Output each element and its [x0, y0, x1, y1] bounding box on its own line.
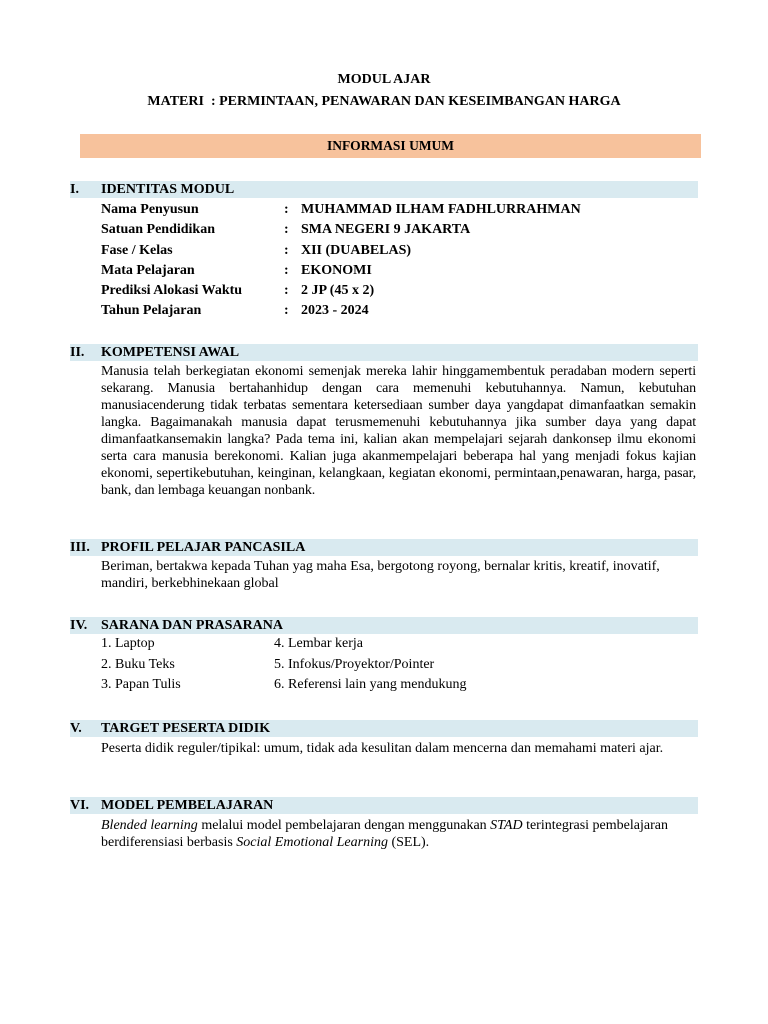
- facility-item: 6. Referensi lain yang mendukung: [274, 677, 467, 692]
- info-umum-banner: INFORMASI UMUM: [80, 134, 701, 158]
- section-model-pembelajaran: [70, 797, 698, 851]
- section-title: KOMPETENSI AWAL: [101, 345, 240, 360]
- list-item: [101, 655, 696, 676]
- document-header: [0, 70, 768, 112]
- section-number: VI.: [70, 798, 90, 813]
- facility-item: 3. Papan Tulis: [101, 677, 181, 692]
- section-header: [70, 617, 698, 634]
- identity-label: Tahun Pelajaran: [101, 303, 202, 319]
- identity-row: [101, 241, 696, 261]
- identity-label: Mata Pelajaran: [101, 262, 195, 278]
- section-target-peserta: [70, 720, 698, 757]
- emphasis-text: STAD: [490, 818, 523, 833]
- identity-label: Nama Penyusun: [101, 202, 199, 217]
- identity-row: [101, 200, 696, 220]
- document-title: MODUL AJAR: [337, 72, 431, 87]
- body-text: (SEL).: [387, 835, 430, 850]
- section-paragraph: [101, 817, 696, 851]
- emphasis-text: Social Emotional Learning: [236, 835, 388, 850]
- section-header: [70, 797, 698, 814]
- identity-colon: :: [284, 303, 289, 319]
- list-item: [101, 634, 696, 655]
- section-sarana-prasarana: [70, 617, 698, 696]
- section-title: IDENTITAS MODUL: [101, 182, 235, 197]
- identity-label: Satuan Pendidikan: [101, 222, 215, 238]
- document-subtitle: MATERI : PERMINTAAN, PENAWARAN DAN KESEIMBANGAN HARGA: [147, 94, 621, 109]
- body-text: melalui model pembelajaran dengan menggunakan: [197, 818, 491, 833]
- identity-row: [101, 281, 696, 301]
- identity-colon: :: [284, 283, 289, 299]
- section-number: II.: [70, 345, 85, 360]
- section-header: [70, 181, 698, 198]
- section-number: III.: [70, 540, 90, 555]
- section-paragraph: Beriman, bertakwa kepada Tuhan yag maha Esa, bergotong royong, bernalar kritis, kreatif, inovatif, mandiri, berkebhinekaan global: [101, 559, 660, 591]
- identity-value: SMA NEGERI 9 JAKARTA: [301, 222, 471, 238]
- identity-value: MUHAMMAD ILHAM FADHLURRAHMAN: [301, 202, 581, 217]
- identity-row: [101, 261, 696, 281]
- section-header: [70, 344, 698, 361]
- section-title: TARGET PESERTA DIDIK: [101, 721, 271, 736]
- section-kompetensi-awal: [70, 344, 698, 499]
- section-title: MODEL PEMBELAJARAN: [101, 798, 274, 813]
- facility-list: [101, 634, 696, 696]
- section-header: [70, 720, 698, 737]
- section-header: [70, 539, 698, 556]
- facility-item: 1. Laptop: [101, 636, 155, 651]
- section-paragraph: Peserta didik reguler/tipikal: umum, tidak ada kesulitan dalam mencerna dan memahami materi ajar.: [101, 741, 664, 756]
- section-number: IV.: [70, 618, 88, 633]
- identity-row: [101, 220, 696, 240]
- facility-item: 4. Lembar kerja: [274, 636, 364, 651]
- emphasis-text: Blended learning: [101, 818, 198, 833]
- section-paragraph: Manusia telah berkegiatan ekonomi semenjak mereka lahir hinggamembentuk peradaban modern seperti sekarang. Manusia bertahanhidup dengan cara memenuhi kebutuhannya. Namun, kebutuhan manusiacenderung tidak terbatas sementara ketersediaan sumber daya yangdapat dimanfaatkan semakin langka. Bagaimanakah manusia dapat terusmemenuhi kebutuhannya jika sumber daya yang dapat dimanfaatkansemakin langka? Pada tema ini, kalian akan mempelajari sejarah dankonsep ilmu ekonomi serta cara manusia berekonomi. Kalian juga akanmempelajari beberapa hal yang menjadi fokus kajian ekonomi, sepertikebutuhan, keinginan, kelangkaan, kegiatan ekonomi, permintaan,penawaran, harga, pasar, bank, dan lembaga keuangan nonbank.: [101, 364, 696, 498]
- identity-value: 2 JP (45 x 2): [301, 283, 375, 299]
- facility-item: 5. Infokus/Proyektor/Pointer: [274, 656, 435, 672]
- section-number: V.: [70, 721, 82, 736]
- identity-label: Fase / Kelas: [101, 242, 173, 258]
- identity-colon: :: [284, 262, 289, 278]
- identity-value: 2023 - 2024: [301, 303, 369, 319]
- body-text: terintegrasi pembelajaran berdiferensiasi berbasis: [101, 818, 668, 850]
- identity-label: Prediksi Alokasi Waktu: [101, 283, 243, 299]
- identity-row: [101, 301, 696, 321]
- section-title: SARANA DAN PRASARANA: [101, 618, 284, 633]
- facility-item: 2. Buku Teks: [101, 656, 175, 672]
- identity-colon: :: [284, 222, 289, 238]
- identity-colon: :: [284, 202, 289, 217]
- section-title: PROFIL PELAJAR PANCASILA: [101, 540, 306, 555]
- identity-value: XII (DUABELAS): [301, 242, 412, 258]
- identity-value: EKONOMI: [301, 262, 372, 278]
- section-identitas-modul: [70, 181, 698, 322]
- list-item: [101, 675, 696, 696]
- section-profil-pelajar: [70, 539, 698, 592]
- section-number: I.: [70, 182, 79, 197]
- identity-table: [101, 200, 696, 322]
- identity-colon: :: [284, 242, 289, 258]
